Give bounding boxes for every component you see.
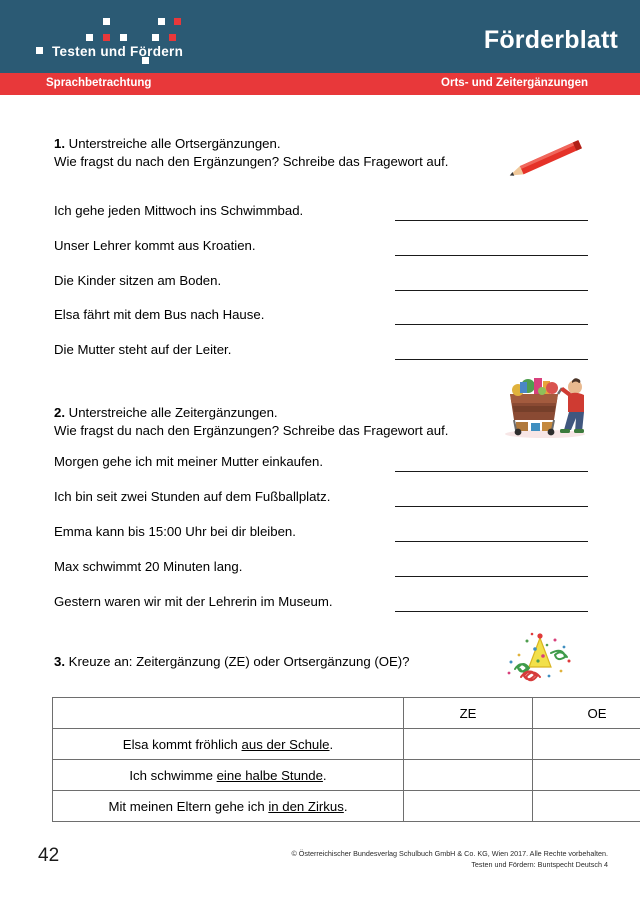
- shopping-cart-icon: [498, 374, 592, 440]
- exercise-3-number: 3.: [54, 654, 65, 669]
- checkbox-cell-ze[interactable]: [404, 760, 533, 791]
- sentence-after: .: [322, 767, 327, 783]
- sentence-text: Elsa fährt mit dem Bus nach Hause.: [54, 307, 265, 322]
- sentence-text: Morgen gehe ich mit meiner Mutter einkaufen.: [54, 454, 324, 469]
- exercise-2-instruction-line2: Wie fragst du nach den Ergänzungen? Schreibe das Fragewort auf.: [54, 423, 449, 438]
- logo-square: [103, 18, 110, 25]
- series-line: Testen und Fördern: Buntspecht Deutsch 4: [471, 860, 608, 869]
- classification-table: [52, 697, 640, 822]
- sentence-text: Die Kinder sitzen am Boden.: [54, 273, 222, 288]
- answer-line[interactable]: [395, 220, 588, 221]
- exercise-1-row: [54, 341, 588, 359]
- header-band: [0, 0, 640, 73]
- answer-line[interactable]: [395, 255, 588, 256]
- table-header-row: [53, 698, 640, 729]
- answer-line[interactable]: [395, 576, 588, 577]
- table-sentence-cell: [53, 760, 404, 791]
- logo-square-red: [174, 18, 181, 25]
- sentence-underlined: aus der Schule: [241, 736, 330, 752]
- exercise-2-row: [54, 453, 588, 471]
- answer-line[interactable]: [395, 290, 588, 291]
- party-hat-confetti-icon: [497, 631, 583, 683]
- table-header-ze: ZE: [404, 698, 533, 729]
- sentence-text: Die Mutter steht auf der Leiter.: [54, 342, 232, 357]
- sentence-after: .: [343, 798, 348, 814]
- table-row: [53, 791, 640, 822]
- logo-text: Testen und Fördern: [52, 44, 184, 59]
- logo-square: [36, 47, 43, 54]
- table-sentence-cell: [53, 791, 404, 822]
- checkbox-cell-oe[interactable]: [533, 729, 640, 760]
- logo-square: [120, 34, 127, 41]
- exercise-1-row: [54, 237, 588, 255]
- sentence-text: Unser Lehrer kommt aus Kroatien.: [54, 238, 256, 253]
- exercise-2-instruction-line1: Unterstreiche alle Zeitergänzungen.: [68, 405, 278, 420]
- exercise-2-row: [54, 558, 588, 576]
- answer-line[interactable]: [395, 471, 588, 472]
- logo: [28, 14, 228, 72]
- table-row: [53, 760, 640, 791]
- exercise-2-number: 2.: [54, 405, 65, 420]
- exercise-1-row: [54, 272, 588, 290]
- answer-line[interactable]: [395, 611, 588, 612]
- copyright-line: © Österreichischer Bundesverlag Schulbuch GmbH & Co. KG, Wien 2017. Alle Rechte vorbehalten.: [291, 849, 608, 858]
- exercise-1-row: [54, 306, 588, 324]
- exercise-1-row: [54, 202, 588, 220]
- logo-square: [152, 34, 159, 41]
- sentence-underlined: eine halbe Stunde: [216, 767, 323, 783]
- sentence-before: Elsa kommt fröhlich: [122, 736, 242, 752]
- exercise-1-instruction-line1: Unterstreiche alle Ortsergänzungen.: [68, 136, 281, 151]
- exercise-1-number: 1.: [54, 136, 65, 151]
- topic-label: Orts- und Zeitergänzungen: [441, 77, 588, 89]
- exercise-2-row: [54, 593, 588, 611]
- exercise-3-heading: [54, 653, 410, 671]
- sentence-before: Mit meinen Eltern gehe ich: [108, 798, 269, 814]
- sentence-text: Ich gehe jeden Mittwoch ins Schwimmbad.: [54, 203, 304, 218]
- page-title: Förderblatt: [483, 26, 618, 54]
- logo-square-red: [169, 34, 176, 41]
- page-number: 42: [38, 845, 60, 866]
- sentence-text: Gestern waren wir mit der Lehrerin im Museum.: [54, 594, 333, 609]
- sentence-underlined: in den Zirkus: [268, 798, 344, 814]
- checkbox-cell-oe[interactable]: [533, 760, 640, 791]
- answer-line[interactable]: [395, 359, 588, 360]
- checkbox-cell-ze[interactable]: [404, 729, 533, 760]
- sentence-text: Ich bin seit zwei Stunden auf dem Fußballplatz.: [54, 489, 331, 504]
- table-sentence-cell: [53, 729, 404, 760]
- table-header-blank: [53, 698, 404, 729]
- subject-band: [0, 73, 640, 95]
- logo-square-red: [103, 34, 110, 41]
- exercise-3-instruction: Kreuze an: Zeitergänzung (ZE) oder Ortsergänzung (OE)?: [68, 654, 410, 669]
- exercise-1-heading: [54, 135, 448, 171]
- table-row: [53, 729, 640, 760]
- exercise-2-heading: [54, 404, 448, 440]
- answer-line[interactable]: [395, 506, 588, 507]
- logo-square: [86, 34, 93, 41]
- checkbox-cell-ze[interactable]: [404, 791, 533, 822]
- sentence-after: .: [329, 736, 334, 752]
- exercise-2-row: [54, 488, 588, 506]
- subject-label: Sprachbetrachtung: [46, 77, 152, 89]
- checkbox-cell-oe[interactable]: [533, 791, 640, 822]
- logo-square: [158, 18, 165, 25]
- exercise-2-row: [54, 523, 588, 541]
- answer-line[interactable]: [395, 324, 588, 325]
- answer-line[interactable]: [395, 541, 588, 542]
- sentence-text: Max schwimmt 20 Minuten lang.: [54, 559, 243, 574]
- sentence-text: Emma kann bis 15:00 Uhr bei dir bleiben.: [54, 524, 296, 539]
- exercise-1-instruction-line2: Wie fragst du nach den Ergänzungen? Schreibe das Fragewort auf.: [54, 154, 449, 169]
- red-pencil-icon: [500, 140, 592, 182]
- footer-copyright: [291, 848, 608, 870]
- table-header-oe: OE: [533, 698, 640, 729]
- sentence-before: Ich schwimme: [129, 767, 217, 783]
